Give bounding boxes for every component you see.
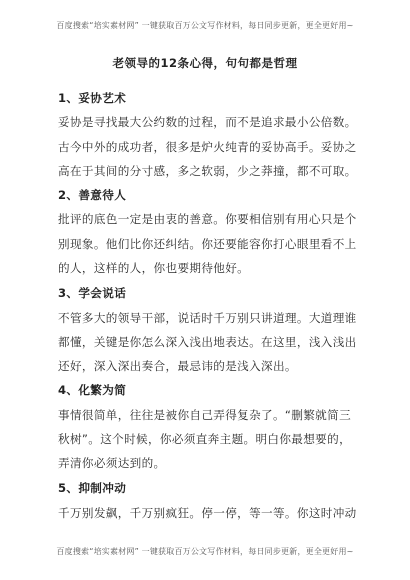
- body-line: 秋树”。这个时候，你必须直奔主题。明白你最想要的，: [58, 432, 352, 446]
- section-heading: 2、善意待人: [58, 188, 127, 202]
- section-heading: 4、化繁为简: [58, 383, 127, 397]
- section-heading: 5、抑制冲动: [58, 481, 127, 495]
- section-heading: 1、妥协艺术: [58, 91, 127, 105]
- body-line: 古今中外的成功者，很多是炉火纯青的妥协高手。妥协之: [58, 140, 357, 154]
- body-line: 还好，深入深出奏合，最忌讳的是浅入深出。: [58, 359, 297, 373]
- body-line: 的人，这样的人，你也要期待他好。: [58, 261, 250, 275]
- body-line: 高在于其间的分寸感，多之软弱，少之莽撞，都不可取。: [58, 164, 357, 178]
- body-line: 不管多大的领导干部，说话时千万别只讲道理。大道理谁: [58, 311, 357, 325]
- body-line: 妥协是寻找最大公约数的过程，而不是追求最小公倍数。: [58, 115, 357, 129]
- body-line: 弄清你必须达到的。: [58, 456, 166, 470]
- header-banner: 百度搜索“培实素材网” 一键获取百万公文写作材料，每日同步更新，更全更好用~: [56, 21, 354, 30]
- body-line: 别现象。他们比你还纠结。你还要能容你打心眼里看不上: [58, 237, 357, 251]
- body-line: 都懂，关键是你怎么深入浅出地表达。在这里，浅入浅出: [58, 335, 357, 349]
- footer-banner: 百度搜索“培实素材网” 一键获取百万公文写作材料，每日同步更新，更全更好用~: [56, 547, 354, 556]
- body-line: 千万别发飙，千万别疯狂。停一停，等一等。你这时冲动: [58, 506, 357, 520]
- document-title: 老领导的12条心得，句句都是哲理: [112, 56, 298, 70]
- body-line: 批评的底色一定是由衷的善意。你要相信别有用心只是个: [58, 212, 357, 226]
- body-line: 事情很简单，往往是被你自己弄得复杂了。“删繁就简三: [58, 408, 352, 422]
- section-heading: 3、学会说话: [58, 286, 127, 300]
